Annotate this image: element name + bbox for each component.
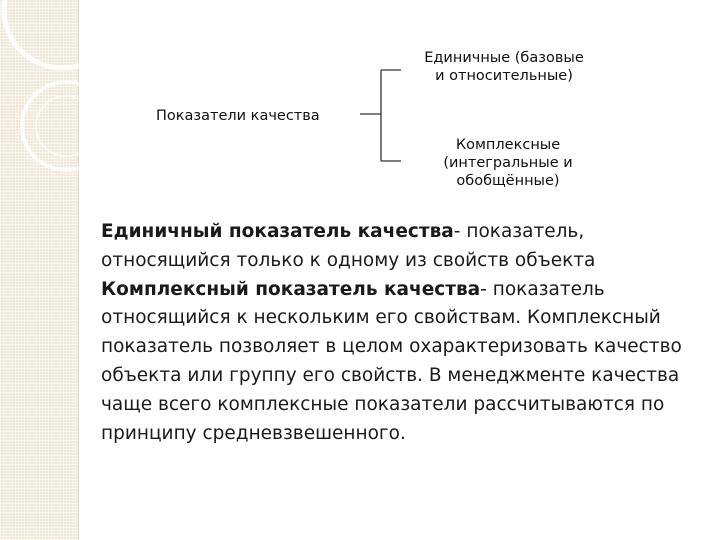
branch-1-line-2: и относительные) — [435, 68, 573, 84]
term-complex: Комплексный показатель качества — [101, 278, 481, 300]
hierarchy-connector-lines — [0, 0, 720, 230]
branch-node-complex — [410, 136, 606, 190]
root-node-label — [156, 107, 356, 125]
definition-single-text: - показатель, относящийся только к одному из свойств объекта — [101, 221, 596, 271]
definition-complex — [101, 276, 706, 449]
branch-2-line-2: (интегральные и — [443, 155, 573, 171]
term-single: Единичный показатель качества — [101, 221, 454, 242]
branch-2-line-3: обобщённые) — [456, 173, 560, 189]
definition-complex-text: - показатель относящийся к нескольким его свойствам. Комплексный показатель позволяет в целом охарактеризовать качество объекта или группу его свойств. В менеджменте качества чаще всего комплексные показатели рассчитываются по принципу средневзвешенного. — [101, 278, 682, 444]
definitions-text — [101, 218, 706, 448]
branch-2-line-1: Комплексные — [455, 137, 561, 153]
branch-node-single — [392, 49, 616, 85]
definition-single — [101, 218, 706, 276]
branch-1-line-1: Единичные (базовые — [424, 50, 584, 66]
root-label-text: Показатели качества — [156, 108, 320, 124]
